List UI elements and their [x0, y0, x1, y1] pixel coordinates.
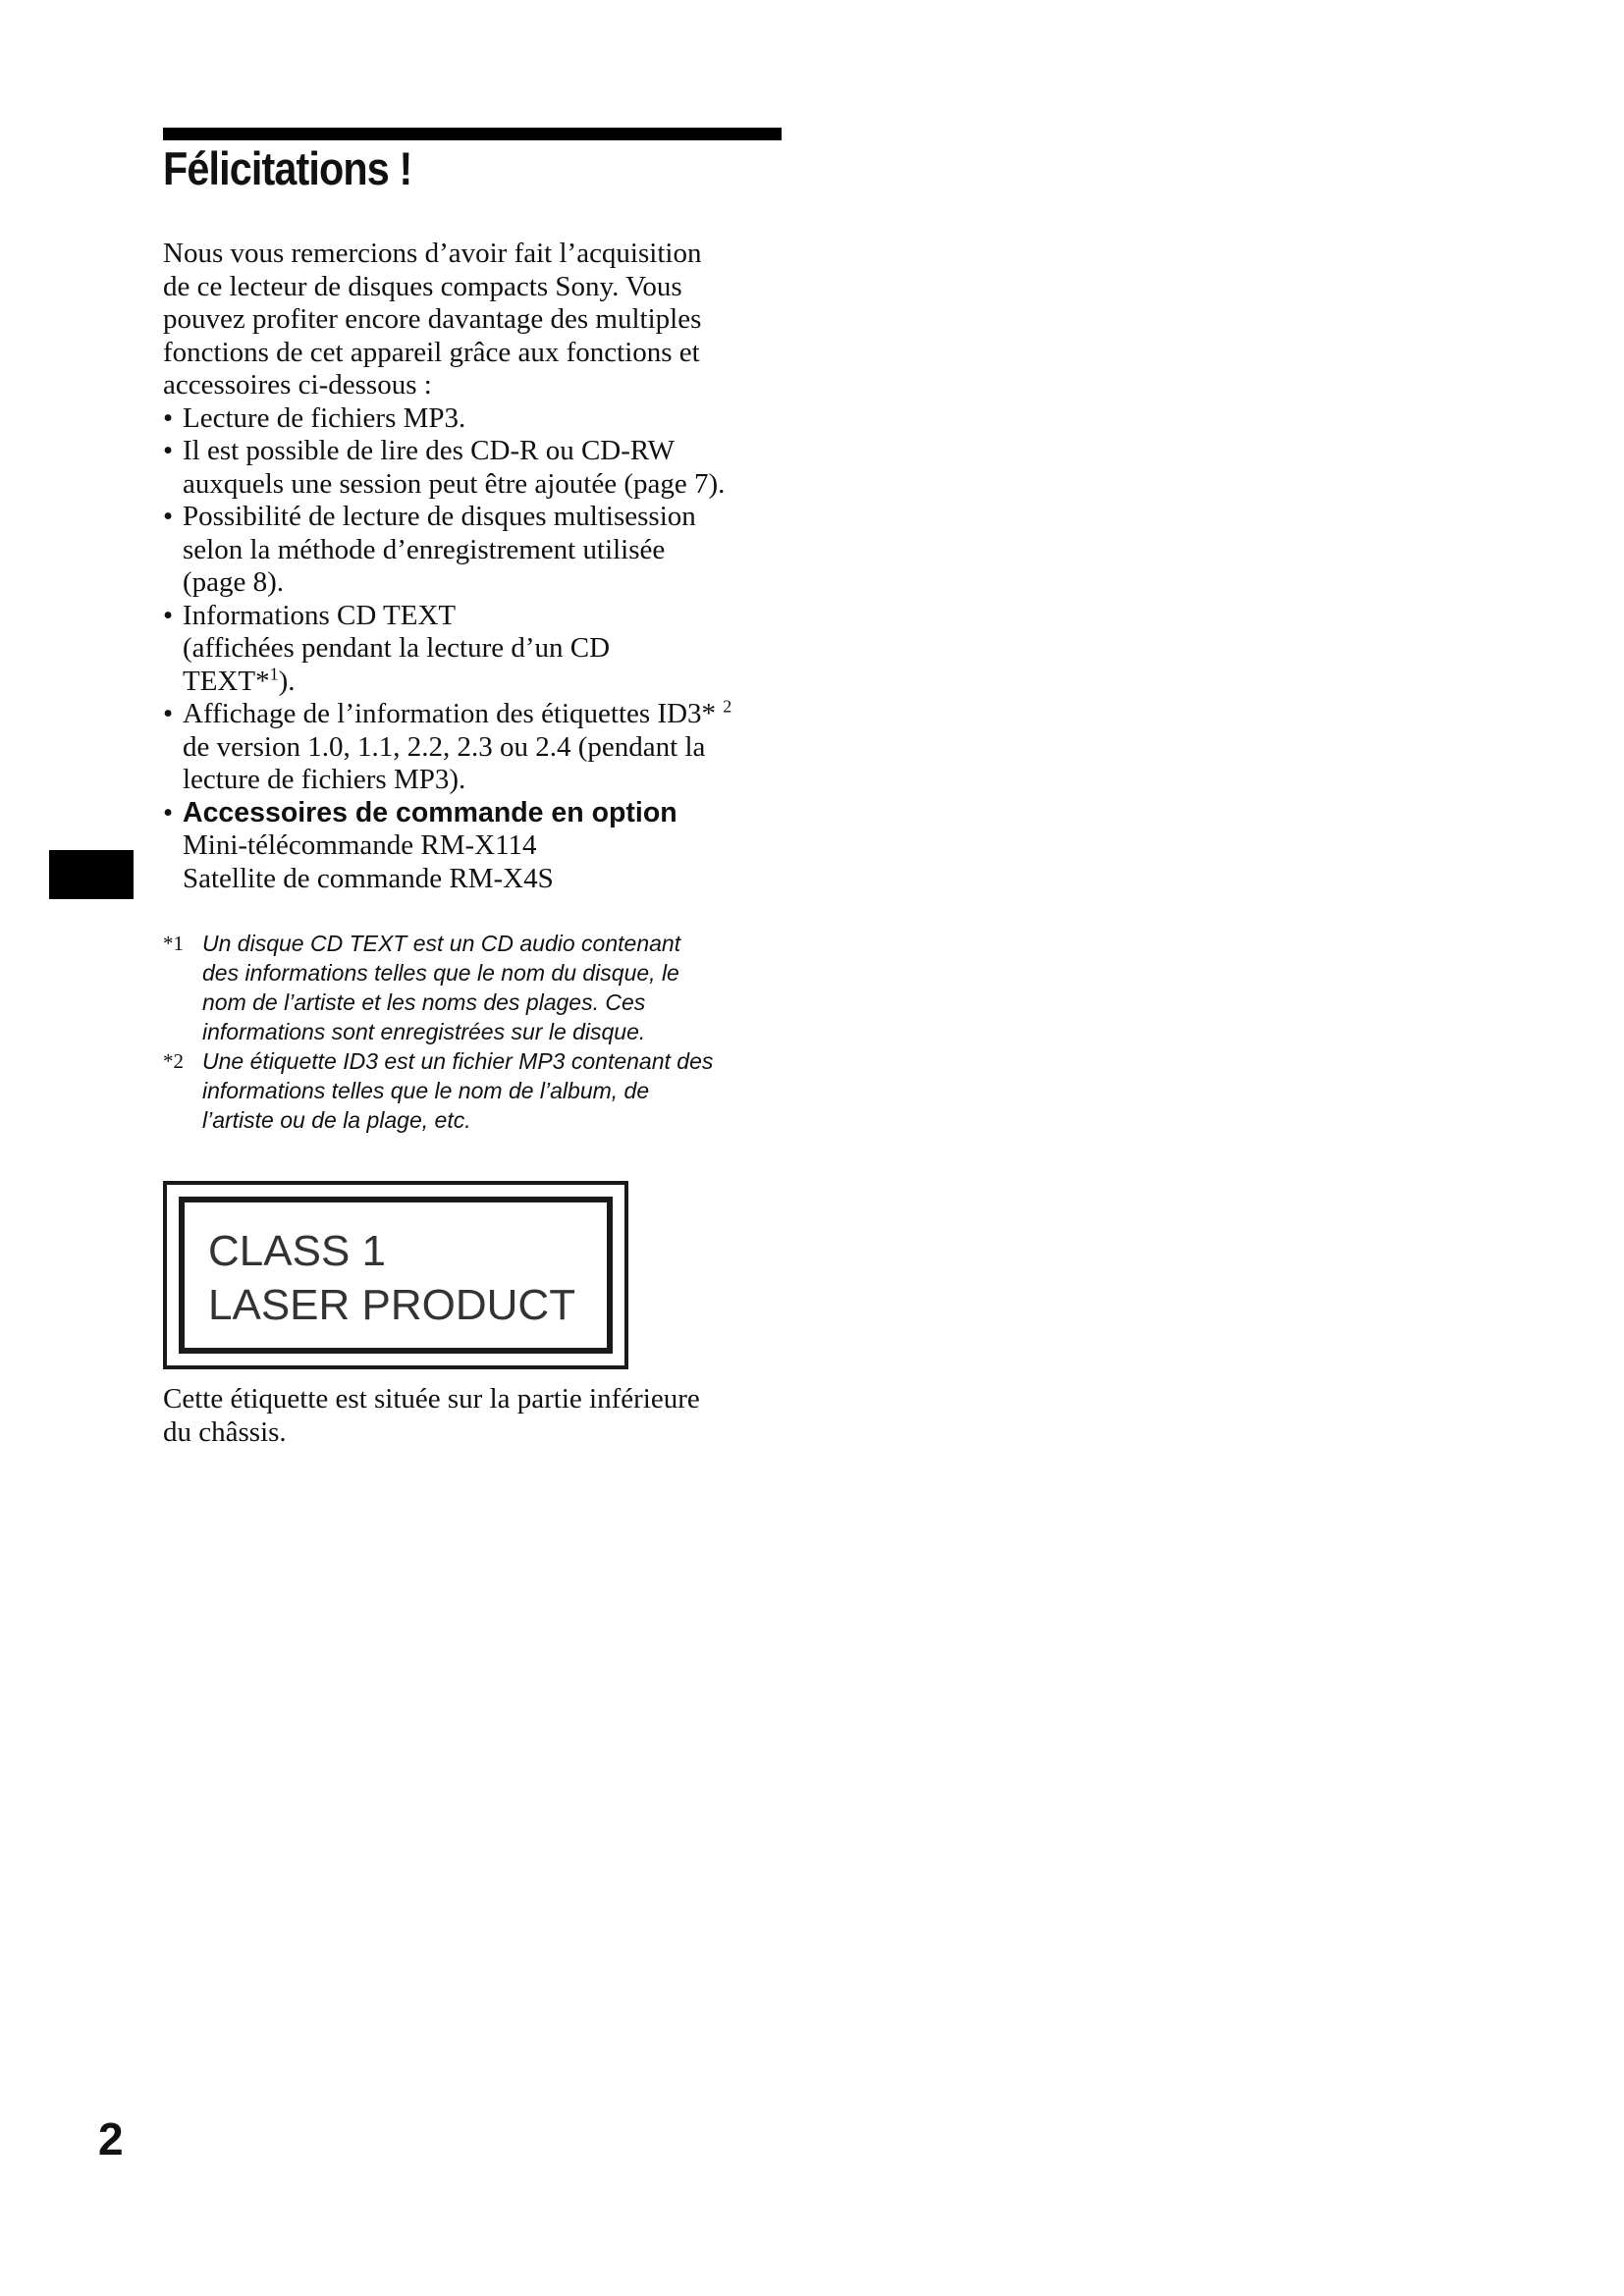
intro-line: Nous vous remercions d’avoir fait l’acquisition — [163, 238, 702, 269]
footnote-line: Une étiquette ID3 est un fichier MP3 contenant des — [202, 1048, 714, 1074]
options-item — [163, 797, 791, 896]
feature-item-cdr — [163, 435, 791, 501]
feature-text: Il est possible de lire des CD-R ou CD-RW — [183, 435, 676, 466]
section-tab-marker — [49, 850, 134, 899]
intro-paragraph — [163, 238, 791, 402]
feature-text: Affichage de l’information des étiquettes ID3* — [183, 698, 717, 729]
page-number: 2 — [98, 2113, 124, 2164]
option-remote: Mini-télécommande RM-X114 — [183, 829, 537, 861]
heading-rule — [163, 128, 782, 140]
option-rotary: Satellite de commande RM-X4S — [183, 862, 554, 894]
feature-text: auxquels une session peut être ajoutée (page 7). — [183, 467, 726, 500]
intro-line: de ce lecteur de disques compacts Sony. Vous — [163, 270, 682, 302]
laser-label-frame — [179, 1197, 613, 1354]
feature-item-id3 — [163, 698, 791, 797]
footnote-mark: *2 — [163, 1049, 184, 1073]
caption-line: Cette étiquette est située sur la partie inférieure — [163, 1383, 700, 1415]
caption-line: du châssis. — [163, 1416, 287, 1448]
feature-text: ). — [278, 665, 296, 697]
laser-product: LASER PRODUCT — [208, 1281, 576, 1329]
feature-text: (page 8). — [183, 566, 285, 598]
footnote-line: des informations telles que le nom du disque, le — [202, 960, 679, 986]
footnote-2 — [163, 1046, 791, 1135]
footnote-line: informations telles que le nom de l’album, de — [202, 1078, 650, 1103]
laser-product-label — [163, 1181, 628, 1369]
feature-text: de version 1.0, 1.1, 2.2, 2.3 ou 2.4 (pendant la — [183, 730, 706, 763]
options-heading: Accessoires de commande en option — [183, 796, 677, 828]
feature-text: Informations CD TEXT — [183, 599, 457, 631]
intro-section — [163, 238, 791, 895]
page-title: Félicitations ! — [163, 142, 412, 194]
intro-line: accessoires ci-dessous : — [163, 369, 432, 400]
laser-class: CLASS 1 — [208, 1227, 386, 1275]
feature-text: lecture de fichiers MP3). — [183, 764, 466, 795]
footnote-line: informations sont enregistrées sur le disque. — [202, 1019, 646, 1044]
footnote-mark: *1 — [163, 932, 184, 955]
label-caption — [163, 1382, 791, 1449]
feature-text: Possibilité de lecture de disques multisession — [183, 501, 696, 532]
feature-text: (affichées pendant la lecture d’un CD — [183, 632, 611, 664]
feature-text: TEXT* — [183, 665, 270, 697]
feature-item-cd-text — [163, 600, 791, 699]
intro-line: pouvez profiter encore davantage des multiples — [163, 303, 702, 335]
feature-list — [163, 402, 791, 896]
footnotes — [163, 929, 791, 1135]
footnote-ref: 2 — [723, 696, 732, 717]
feature-item-mp3 — [163, 402, 791, 436]
footnote-line: Un disque CD TEXT est un CD audio contenant — [202, 931, 681, 956]
footnote-1 — [163, 929, 791, 1046]
footnote-ref: 1 — [269, 663, 279, 683]
footnote-line: nom de l’artiste et les noms des plages. Ces — [202, 989, 646, 1015]
feature-item-multisession — [163, 501, 791, 600]
feature-text: selon la méthode d’enregistrement utilisée — [183, 533, 666, 565]
intro-line: fonctions de cet appareil grâce aux fonctions et — [163, 336, 700, 368]
footnote-line: l’artiste ou de la plage, etc. — [202, 1107, 471, 1133]
feature-text: Lecture de fichiers MP3. — [183, 401, 466, 434]
laser-label-text — [208, 1224, 575, 1332]
